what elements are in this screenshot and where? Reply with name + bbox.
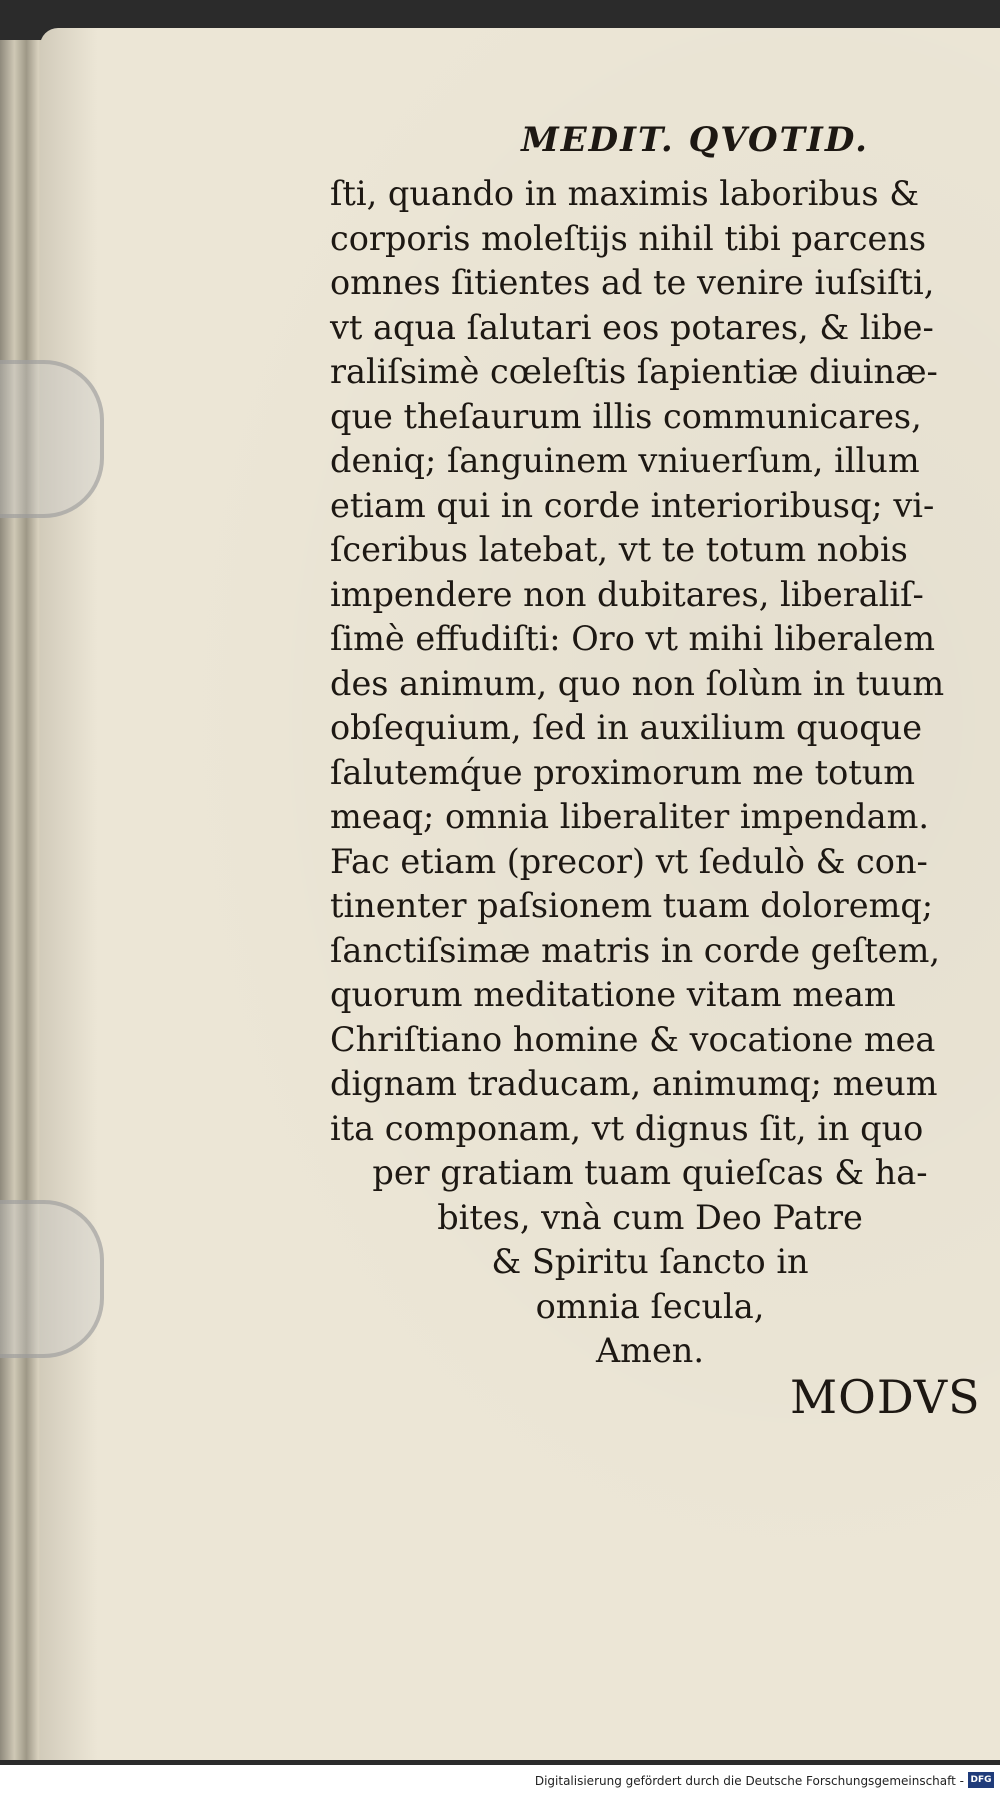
text-line: raliſsimè cœleſtis ſapientiæ diuinæ- bbox=[330, 352, 938, 391]
text-line: ſalutemq́ue proximorum me totum bbox=[330, 752, 916, 792]
text-line: omnes ſitientes ad te venire iuſsiſti, bbox=[330, 263, 935, 302]
text-line: obſequium, ſed in auxilium quoque bbox=[330, 708, 923, 747]
text-line: ſimè effudiſti: Oro vt mihi liberalem bbox=[330, 619, 935, 658]
text-line: ſanctiſsimæ matris in corde geſtem, bbox=[330, 930, 941, 970]
text-line: des animum, quo non ſolùm in tuum bbox=[330, 663, 945, 703]
text-line: impendere non dubitares, liberaliſ- bbox=[330, 574, 924, 614]
text-line: tinenter paſsionem tuam doloremq; bbox=[330, 886, 934, 925]
text-line: deniq; ſanguinem vniuerſum, illum bbox=[330, 441, 920, 480]
closing-line: bites, vnà cum Deo Patre bbox=[437, 1197, 863, 1237]
page-clip-top-icon bbox=[0, 360, 104, 518]
page-clip-bottom-icon bbox=[0, 1200, 104, 1358]
text-line: que theſaurum illis communicares, bbox=[330, 396, 922, 436]
text-line: dignam traducam, animumq; meum bbox=[330, 1064, 938, 1103]
closing-line: & Spiritu ſancto in bbox=[491, 1242, 809, 1281]
closing-line: Amen. bbox=[595, 1331, 704, 1370]
text-line: etiam qui in corde interioribusq; vi- bbox=[330, 485, 935, 525]
closing-text bbox=[320, 1151, 980, 1374]
page-text bbox=[330, 120, 980, 1374]
closing-line: per gratiam tuam quieſcas & ha- bbox=[372, 1153, 928, 1192]
body-text bbox=[330, 172, 980, 1151]
text-line: ſti, quando in maximis laboribus & bbox=[330, 174, 920, 213]
text-line: vt aqua ſalutari eos potares, & libe- bbox=[330, 307, 934, 347]
text-line: ita componam, vt dignus ſit, in quo bbox=[330, 1108, 924, 1148]
text-line: ſceribus latebat, vt te totum nobis bbox=[330, 530, 908, 569]
text-line: quorum meditatione vitam meam bbox=[330, 975, 896, 1014]
dfg-logo-icon: DFG bbox=[968, 1772, 994, 1788]
running-head: MEDIT. QVOTID. bbox=[521, 120, 869, 160]
text-line: corporis moleſtijs nihil tibi parcens bbox=[330, 218, 927, 258]
closing-line: omnia ſecula, bbox=[535, 1286, 765, 1326]
funding-credit: Digitalisierung gefördert durch die Deutsche Forschungsgemeinschaft - bbox=[534, 1774, 964, 1788]
text-line: meaq; omnia liberaliter impendam. bbox=[330, 797, 930, 836]
text-line: Fac etiam (precor) vt ſedulò & con- bbox=[330, 841, 928, 881]
catchword: MODVS bbox=[790, 1370, 981, 1424]
text-line: Chriſtiano homine & vocatione mea bbox=[330, 1019, 936, 1059]
